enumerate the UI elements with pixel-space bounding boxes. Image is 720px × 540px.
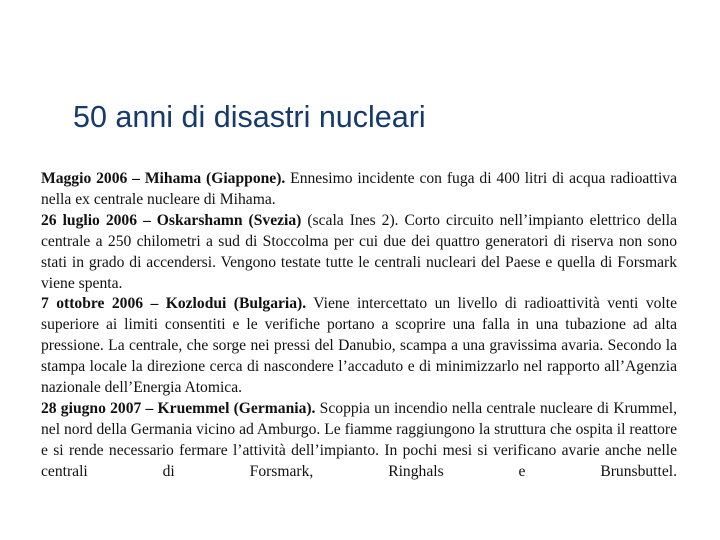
incident-heading: 7 ottobre 2006 – Kozlodui (Bulgaria).	[41, 295, 307, 313]
incident-heading: Maggio 2006 – Mihama (Giappone).	[41, 170, 286, 187]
incident-heading: 26 luglio 2006 – Oskarshamn (Svezia)	[41, 211, 302, 229]
incident-description: Ennesimo incidente con fuga di 400 litri di acqua radioattiva nella ex centrale nucleare di Mihama.	[41, 170, 677, 208]
incident-list	[41, 169, 677, 483]
incident-description: Scoppia un incendio nella centrale nucleare di Krummel, nel nord della Germania vicino ad Amburgo. Le fiamme raggiungono la struttura che ospita il reattore e si rende necessario fermare l’attività dell’impianto. In pochi mesi si verificano avarie anche nelle centrali di Forsmark, Ringhals e Brunsbuttel.	[41, 399, 677, 480]
incident-heading: 28 giugno 2007 – Kruemmel (Germania).	[41, 399, 316, 417]
incident-entry-kozlodui	[41, 294, 677, 399]
incident-entry-oskarshamn	[41, 211, 677, 295]
slide-title: 50 anni di disastri nucleari	[73, 100, 426, 134]
incident-entry-kruemmel	[41, 399, 677, 483]
incident-description: (scala Ines 2). Corto circuito nell’impianto elettrico della centrale a 250 chilometri a sud di Stoccolma per cui due dei quattro generatori di riserva non sono stati in grado di accendersi. Vengono testate tutte le centrali nucleari del Paese e quella di Forsmark viene spenta.	[41, 211, 677, 292]
incident-description: Viene intercettato un livello di radioattività venti volte superiore ai limiti consentiti e le verifiche portano a scoprire una falla in una tubazione ad alta pressione. La centrale, che sorge nei pressi del Danubio, scampa a una gravissima avaria. Secondo la stampa locale la direzione cerca di nascondere l’accaduto e di minimizzarlo nel rapporto all’Agenzia nazionale dell’Energia Atomica.	[41, 295, 677, 397]
incident-entry-mihama	[41, 169, 677, 211]
